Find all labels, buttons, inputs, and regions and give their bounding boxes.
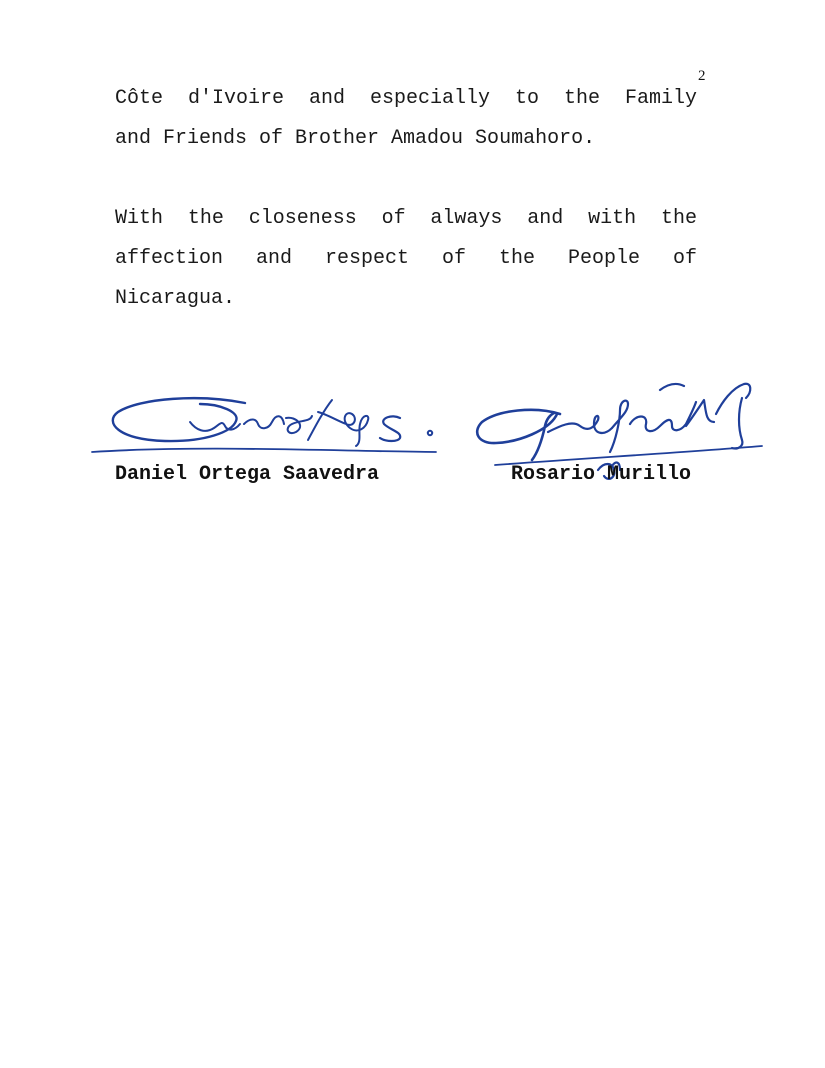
signer-name-rosario-murillo: Rosario Murillo [511, 463, 692, 486]
closing-paragraph-2 [115, 199, 697, 319]
paragraph-line: Nicaragua. [115, 287, 236, 310]
signer-name-daniel-ortega: Daniel Ortega Saavedra [115, 463, 380, 486]
paragraph-line: Côte d'Ivoire and especially to the Family [115, 87, 697, 110]
paragraph-line: With the closeness of always and with the [115, 207, 697, 230]
signature-daniel-ortega [92, 398, 436, 452]
closing-paragraph-1 [115, 79, 697, 159]
paragraph-line: affection and respect of the People of [115, 247, 697, 270]
page-number: 2 [698, 68, 706, 84]
paragraph-line: and Friends of Brother Amadou Soumahoro. [115, 127, 596, 150]
